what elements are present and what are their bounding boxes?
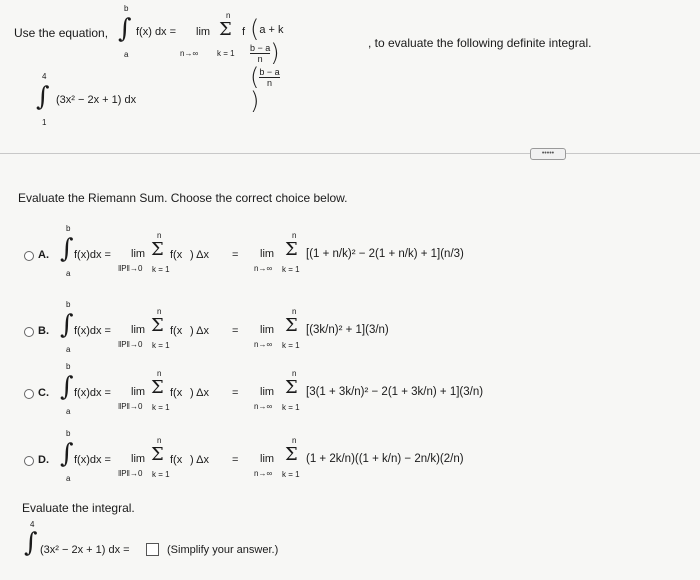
choice-lhs: f(x)dx = [74,325,111,337]
paren-close-icon: ) [270,39,280,67]
sigma-icon: Σ [151,239,164,260]
integral-sign-icon: ∫ [60,234,74,264]
integral-sign-icon: ∫ [24,528,38,558]
choice-lim2-sub: n→∞ [254,264,273,273]
choice-body: [(3k/n)² + 1](3/n) [306,324,389,336]
target-upper: 4 [42,72,47,81]
choice-lim1: lim [131,248,146,260]
lhs-lower-limit: a [66,407,71,416]
choice-lim2: lim [260,324,275,336]
choice-lim2: lim [260,386,275,398]
choice-lim2-sub: n→∞ [254,469,273,478]
choice-letter: D. [38,454,49,466]
evaluate-label: Evaluate the integral. [22,501,135,515]
choice-eq2: = [232,387,239,399]
choice-radio[interactable] [24,251,34,261]
choice-sum-term: f(x [170,325,183,337]
lhs-upper-limit: b [66,224,71,233]
choice-option-b[interactable] [0,300,700,368]
question-trail: , to evaluate the following definite integral. [368,36,592,50]
choice-lhs: f(x)dx = [74,249,111,261]
sum2-upper: n [292,231,297,240]
sum2-upper: n [292,307,297,316]
choice-lim1: lim [131,453,146,465]
lhs-lower-limit: a [66,474,71,483]
sum-upper: n [157,231,162,240]
eq-frac-num-2: b − a [259,66,280,77]
choice-sum-tail: ) Δx [190,387,209,399]
sum-lower: k = 1 [152,403,170,412]
paren-close-icon: ) [250,87,260,115]
choice-lim1-sub: ‖P‖→0 [118,264,143,273]
choice-lim1-sub: ‖P‖→0 [118,402,143,411]
target-lower: 1 [42,118,47,127]
sigma-icon: Σ [285,377,298,398]
evaluate-hint: (Simplify your answer.) [167,544,279,556]
lhs-upper-limit: b [66,429,71,438]
lhs-upper-limit: b [66,300,71,309]
sigma-icon: Σ [285,315,298,336]
sigma-icon: Σ [285,444,298,465]
choice-sum-term: f(x [170,249,183,261]
lhs-upper-limit: b [66,362,71,371]
choice-eq2: = [232,249,239,261]
sigma-icon: Σ [151,444,164,465]
sum-lower: k = 1 [152,265,170,274]
choice-lhs: f(x)dx = [74,454,111,466]
sigma-icon: Σ [219,19,232,40]
choice-option-d[interactable] [0,429,700,497]
eq-inner: a + k [259,24,284,37]
choice-lim2-sub: n→∞ [254,402,273,411]
choice-sum-tail: ) Δx [190,249,209,261]
sum2-lower: k = 1 [282,403,300,412]
eq-sum-sub: k = 1 [217,49,235,58]
choice-option-c[interactable] [0,362,700,430]
choice-letter: C. [38,387,49,399]
choice-radio[interactable] [24,327,34,337]
choice-lim1: lim [131,324,146,336]
section-divider [0,153,700,154]
choice-letter: A. [38,249,49,261]
eq-lim: lim [196,26,211,38]
sum-lower: k = 1 [152,341,170,350]
choice-eq2: = [232,325,239,337]
sum-upper: n [157,307,162,316]
choice-lhs: f(x)dx = [74,387,111,399]
sigma-icon: Σ [151,377,164,398]
choice-lim1: lim [131,386,146,398]
integral-sign-icon: ∫ [60,439,74,469]
eq-frac-den-2: n [267,77,273,88]
sigma-icon: Σ [285,239,298,260]
instruction-text: Evaluate the Riemann Sum. Choose the correct choice below. [18,191,348,205]
sum2-lower: k = 1 [282,341,300,350]
choice-eq2: = [232,454,239,466]
lhs-lower-limit: a [66,345,71,354]
eq-frac-den: n [257,53,263,64]
sum-upper: n [157,436,162,445]
sigma-icon: Σ [151,315,164,336]
choice-lim2: lim [260,453,275,465]
integral-sign-icon: ∫ [118,14,132,44]
eq-integrand: f(x) dx = [136,26,177,38]
choice-lim1-sub: ‖P‖→0 [118,469,143,478]
paren-open-icon: ( [250,15,260,43]
more-options-button[interactable]: ••••• [530,148,566,160]
integral-sign-icon: ∫ [60,372,74,402]
sum2-upper: n [292,436,297,445]
eq-frac-num: b − a [250,42,271,53]
sum-lower: k = 1 [152,470,170,479]
choice-option-a[interactable] [0,224,700,292]
choice-sum-term: f(x [170,387,183,399]
integral-sign-icon: ∫ [36,82,50,112]
eq-upper-limit: b [124,4,129,13]
question-lead: Use the equation, [14,26,109,40]
sum-upper: n [157,369,162,378]
target-integrand: (3x² − 2x + 1) dx [56,94,137,106]
sum2-lower: k = 1 [282,265,300,274]
eq-lim-sub: n→∞ [180,49,199,58]
integral-sign-icon: ∫ [60,310,74,340]
evaluate-upper: 4 [30,520,35,529]
eq-sum-sup: n [226,11,231,20]
choice-letter: B. [38,325,49,337]
evaluate-integrand: (3x² − 2x + 1) dx = [40,544,130,556]
choice-sum-tail: ) Δx [190,325,209,337]
paren-open-icon: ( [250,63,260,91]
answer-input[interactable] [146,543,159,556]
choice-sum-term: f(x [170,454,183,466]
eq-lower-limit: a [124,50,129,59]
lhs-lower-limit: a [66,269,71,278]
choice-body: [(1 + n/k)² − 2(1 + n/k) + 1](n/3) [306,248,464,260]
evaluate-integral [24,520,344,568]
choice-body: (1 + 2k/n)((1 + k/n) − 2n/k)(2/n) [306,453,464,465]
choice-lim2-sub: n→∞ [254,340,273,349]
choice-radio[interactable] [24,389,34,399]
choice-body: [3(1 + 3k/n)² − 2(1 + 3k/n) + 1](3/n) [306,386,484,398]
sum2-upper: n [292,369,297,378]
sum2-lower: k = 1 [282,470,300,479]
choice-sum-tail: ) Δx [190,454,209,466]
choice-lim1-sub: ‖P‖→0 [118,340,143,349]
choice-radio[interactable] [24,456,34,466]
eq-f: f [242,26,246,38]
choice-lim2: lim [260,248,275,260]
